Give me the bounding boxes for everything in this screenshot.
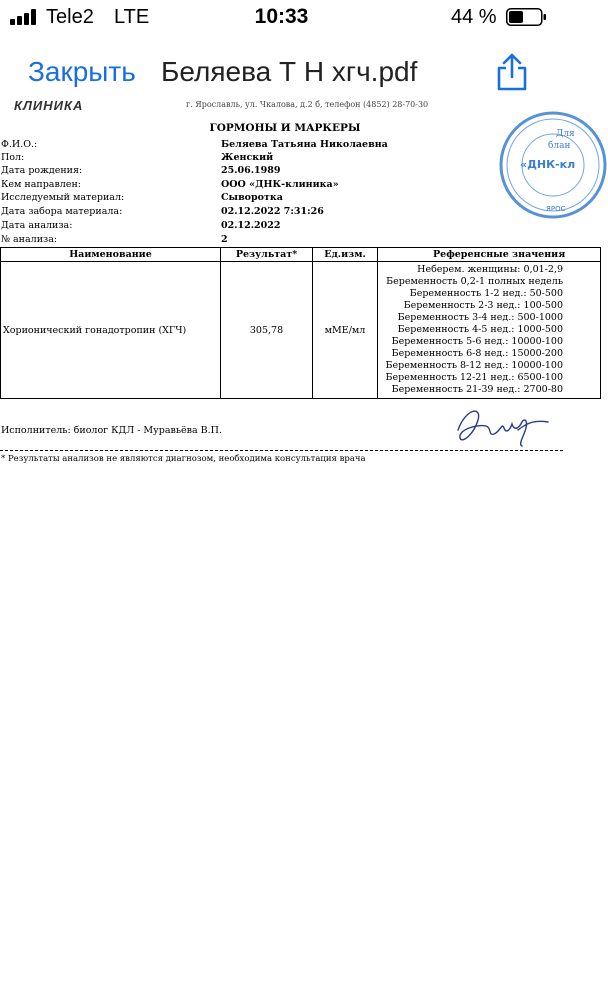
reference-line: Беременность 3-4 нед.: 500-1000 — [397, 312, 563, 323]
column-header-reference: Референсные значения — [378, 248, 601, 262]
network-type: LTE — [114, 6, 150, 28]
disclaimer-footnote: * Результаты анализов не являются диагнозом, необходима консультация врача — [1, 454, 366, 464]
test-name: Хорионический гонадотропин (ХГЧ) — [1, 262, 221, 399]
reference-values — [378, 262, 601, 399]
nav-bar — [0, 44, 563, 104]
column-header-unit: Ед.изм. — [313, 248, 378, 262]
document-letterhead — [0, 98, 563, 118]
close-button[interactable]: Закрыть — [28, 56, 136, 87]
svg-text:ЯРОС: ЯРОС — [546, 205, 566, 213]
column-header-name: Наименование — [1, 248, 221, 262]
pdf-document-page[interactable]: КЛИНИКА г. Ярославль, ул. Чкалова, д.2 б, телефон (4852) 28-70-30 Для блан «ДНК-кл ЯРОС ГОРМОНЫ И МАРКЕРЫ Ф.И.О.: Беляева Татьяна Николаевна Пол: Женский Дата рождения: 25.06.1989 Кем направлен: ООО «ДНК-клиника» Исследуемый материал: Сыворотка Дата забора материала: 02.12.2022 7:31:26 Дата анализа: 02.12.2022 № анализа: 2 Наименование Результат* Ед.изм. Референсные значения Хорионический гонадотропин (ХГЧ) 305,78 мМЕ/мл Неберем. женщины: 0,01-2,9 Беременность 0,2-1 полных недель Беременность 1-2 нед.: 50-500 Беременность 2-3 нед.: 100-500 Беременность 3-4 нед.: 500-1000 Беременность 4-5 нед.: 1000-500 Беременность 5-6 нед.: 10000-100 Беременность 6-8 нед.: 15000-200 Беременность 8-12 нед.: 10000-100 Беременность 12-21 нед.: 6500-100 Беременность 21-39 нед.: 2700-80 Исполнитель: биолог КДЛ - Муравьёва В.П. * Результаты анализов не являются диагнозом, необходима консультация врача — [0, 104, 563, 484]
svg-text:«ДНК-кл: «ДНК-кл — [520, 158, 576, 171]
svg-text:блан: блан — [548, 141, 571, 151]
clinic-address: г. Ярославль, ул. Чкалова, д.2 б, телефон (4852) 28-70-30 — [186, 100, 429, 109]
executor-line: Исполнитель: биолог КДЛ - Муравьёва В.П. — [1, 425, 222, 436]
table-header-row — [1, 248, 601, 262]
reference-line: Беременность 8-12 нед.: 10000-100 — [385, 360, 563, 371]
status-bar — [0, 0, 563, 36]
table-row — [1, 262, 601, 399]
reference-line: Неберем. женщины: 0,01-2,9 — [417, 264, 563, 275]
divider — [0, 450, 563, 451]
column-header-result: Результат* — [221, 248, 313, 262]
test-unit: мМЕ/мл — [313, 262, 378, 399]
reference-line: Беременность 12-21 нед.: 6500-100 — [385, 372, 563, 383]
reference-line: Беременность 5-6 нед.: 10000-100 — [391, 336, 563, 347]
clock: 10:33 — [254, 5, 309, 28]
reference-line: Беременность 4-5 нед.: 1000-500 — [397, 324, 563, 335]
share-icon[interactable] — [494, 52, 530, 92]
document-title: Беляева Т Н хгч.pdf — [161, 56, 418, 87]
battery-percentage: 44 % — [451, 6, 497, 28]
clinic-logo: КЛИНИКА — [14, 98, 84, 113]
carrier-name: Tele2 — [46, 6, 94, 28]
reference-line: Беременность 2-3 нед.: 100-500 — [403, 300, 563, 311]
svg-text:Для: Для — [556, 129, 575, 139]
report-heading: ГОРМОНЫ И МАРКЕРЫ — [209, 122, 361, 134]
reference-line: Беременность 1-2 нед.: 50-500 — [409, 288, 563, 299]
reference-line: Беременность 6-8 нед.: 15000-200 — [391, 348, 563, 359]
test-result: 305,78 — [221, 262, 313, 399]
battery-icon — [506, 8, 546, 26]
reference-line: Беременность 21-39 нед.: 2700-80 — [391, 384, 563, 395]
reference-line: Беременность 0,2-1 полных недель — [386, 276, 563, 287]
signature-image — [452, 400, 552, 450]
results-table — [0, 247, 601, 399]
